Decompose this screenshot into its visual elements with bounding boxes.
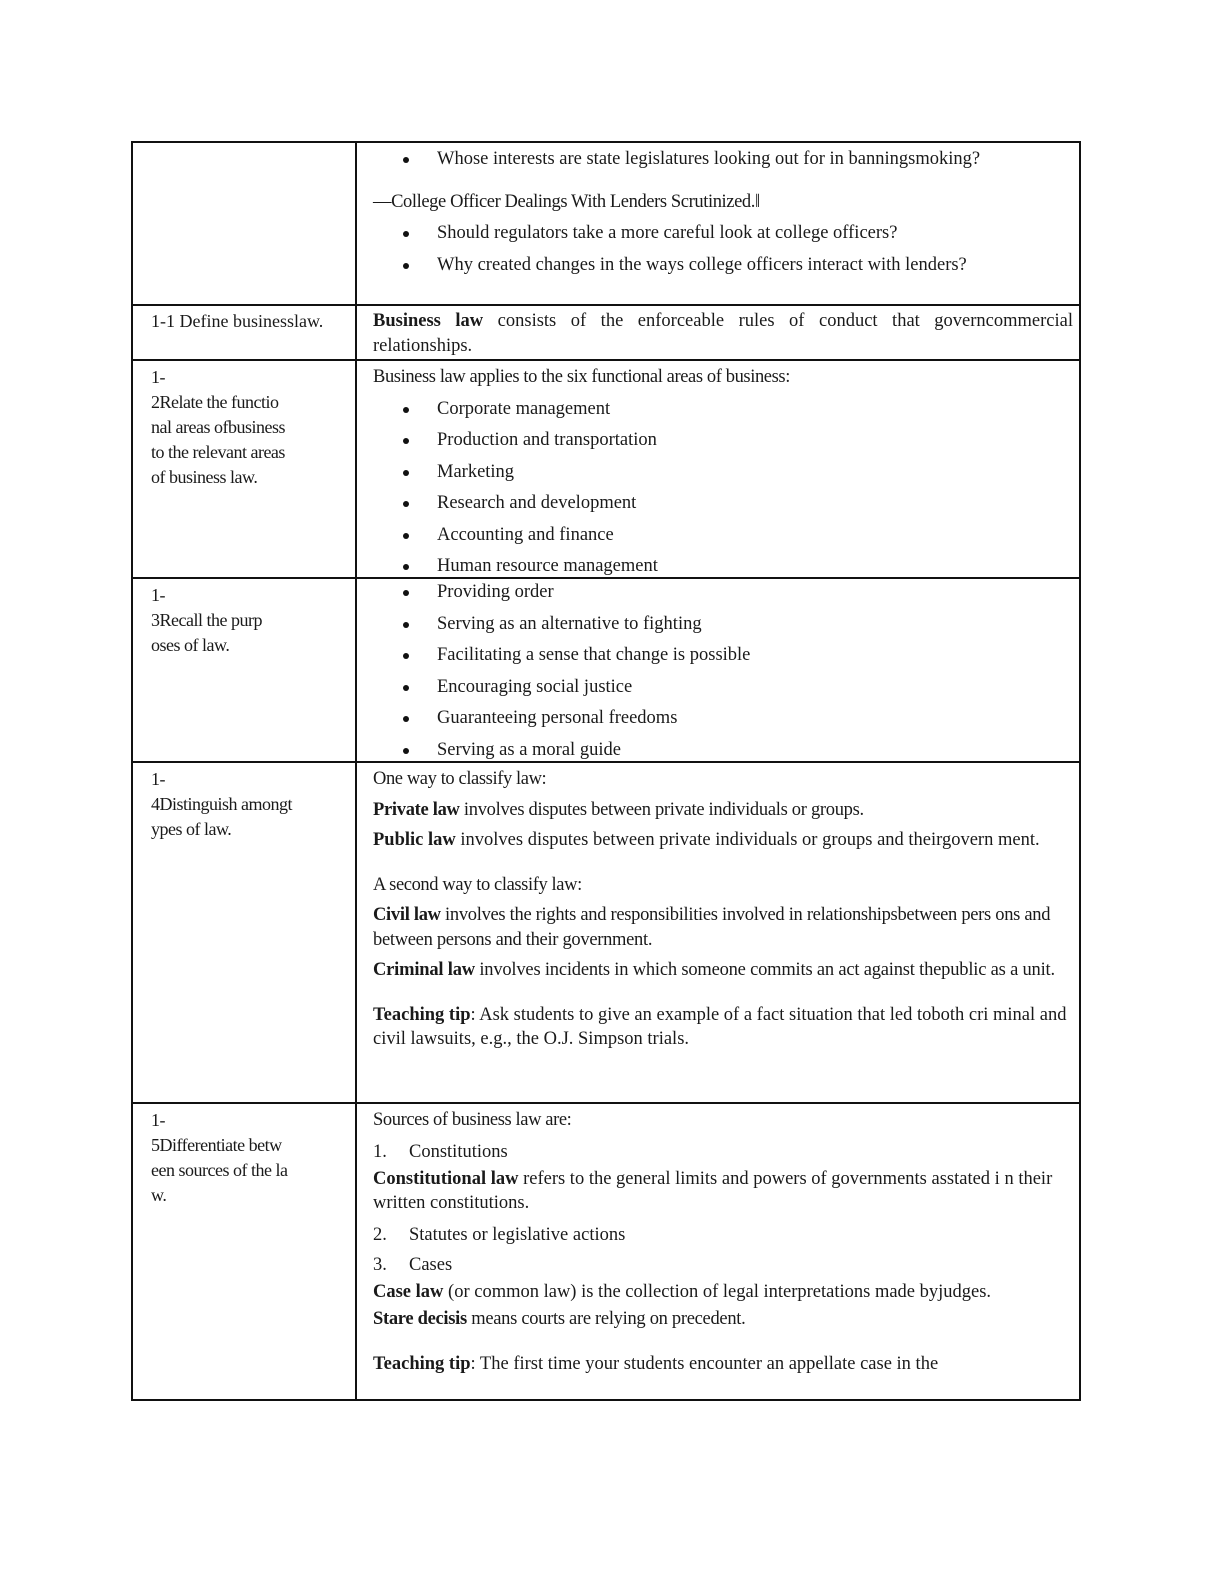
teaching-tip: Teaching tip: The first time your students encounter an appellate case in the [373, 1353, 939, 1374]
learning-objective: 1- 5Differentiate betw een sources of the la w. [151, 1110, 288, 1205]
list-item: Should regulators take a more careful look at college officers? [373, 218, 1073, 250]
table-row [133, 577, 1079, 761]
intro-text: One way to classify law: [373, 769, 547, 789]
table-row [133, 143, 1079, 304]
list-item: Encouraging social justice [373, 672, 1073, 704]
term: Criminal law [373, 960, 475, 980]
row-content [373, 577, 1073, 766]
list-item: Providing order [373, 577, 1073, 609]
term: Civil law [373, 905, 441, 925]
purposes-list [373, 577, 1073, 766]
list-item: Accounting and finance [373, 520, 1073, 552]
list-item: Serving as a moral guide [373, 735, 1073, 767]
bullet-icon [403, 470, 409, 476]
table-row [133, 304, 1079, 359]
question-list [373, 218, 1073, 281]
bullet-icon [403, 590, 409, 596]
functional-areas-list [373, 394, 1073, 583]
table-row [133, 761, 1079, 1102]
list-item: Production and transportation [373, 425, 1073, 457]
row-content [373, 144, 1073, 281]
bullet-icon [403, 263, 409, 269]
bullet-icon [403, 533, 409, 539]
bullet-icon [403, 438, 409, 444]
bullet-icon [403, 653, 409, 659]
teaching-tip: Teaching tip: Ask students to give an example of a fact situation that led toboth cri minal and civil lawsuits, e.g., the O.J. Simpson trials. [373, 1004, 1067, 1049]
term: Teaching tip [373, 1353, 471, 1374]
list-item: Marketing [373, 457, 1073, 489]
definition-text: Private law involves disputes between private individuals or groups. [373, 799, 864, 820]
list-item: Serving as an alternative to fighting [373, 609, 1073, 641]
lesson-outline-table [131, 141, 1081, 1401]
row-content [373, 309, 1073, 358]
table-row [133, 359, 1079, 577]
term: Teaching tip [373, 1004, 471, 1025]
learning-objective: 1- 3Recall the purp oses of law. [151, 585, 262, 655]
article-title: —College Officer Dealings With Lenders Scrutinized.‖ [373, 191, 760, 212]
list-item: Why created changes in the ways college officers interact with lenders? [373, 250, 1073, 282]
list-item: Human resource management [373, 551, 1073, 583]
table-row [133, 1102, 1079, 1400]
term: Business law [373, 311, 484, 331]
bullet-icon [403, 748, 409, 754]
bullet-icon [403, 564, 409, 570]
learning-objective: 1- 4Distinguish amongt ypes of law. [151, 769, 293, 839]
bullet-icon [403, 685, 409, 691]
row-content [373, 767, 1073, 1052]
definition-text: Civil law involves the rights and responsibilities involved in relationshipsbetween pers ons and between persons and their government. [373, 905, 1051, 950]
bullet-icon [403, 501, 409, 507]
definition-text: Constitutional law refers to the general limits and powers of governments asstated i n their written constitutions. [373, 1168, 1053, 1213]
list-item: Corporate management [373, 394, 1073, 426]
list-item: Facilitating a sense that change is possible [373, 640, 1073, 672]
learning-objective: 1- 2Relate the functio nal areas ofbusiness to the relevant areas of business law. [151, 367, 285, 487]
numbered-item: 1. Constitutions [373, 1141, 508, 1162]
learning-objective: 1-1 Define businesslaw. [151, 311, 324, 331]
bullet-icon [403, 231, 409, 237]
intro-text: A second way to classify law: [373, 874, 582, 895]
term: Private law [373, 799, 460, 820]
definition-text: Case law (or common law) is the collection of legal interpretations made byjudges. [373, 1281, 992, 1302]
row-content [373, 365, 1073, 583]
list-item: Research and development [373, 488, 1073, 520]
bullet-icon [403, 716, 409, 722]
row-content [373, 1108, 1073, 1376]
term: Constitutional law [373, 1168, 519, 1189]
intro-text: Business law applies to the six functional areas of business: [373, 367, 790, 387]
term: Stare decisis [373, 1309, 467, 1329]
list-item: Guaranteeing personal freedoms [373, 703, 1073, 735]
bullet-icon [403, 157, 409, 163]
bullet-icon [403, 407, 409, 413]
term: Public law [373, 830, 456, 850]
definition-text: Public law involves disputes between private individuals or groups and theirgovern ment. [373, 830, 1040, 850]
list-item: Whose interests are state legislatures looking out for in banningsmoking? [373, 144, 1073, 176]
bullet-icon [403, 622, 409, 628]
definition-text: Stare decisis means courts are relying on precedent. [373, 1309, 746, 1329]
definition-text: Business law consists of the enforceable rules of conduct that governcommercial relationships. [373, 311, 1073, 356]
definition-text: Criminal law involves incidents in which someone commits an act against thepublic as a unit. [373, 960, 1055, 980]
question-list [373, 144, 1073, 176]
numbered-item: 3. Cases [373, 1254, 453, 1275]
numbered-item: 2. Statutes or legislative actions [373, 1224, 626, 1245]
intro-text: Sources of business law are: [373, 1110, 572, 1130]
term: Case law [373, 1281, 444, 1302]
